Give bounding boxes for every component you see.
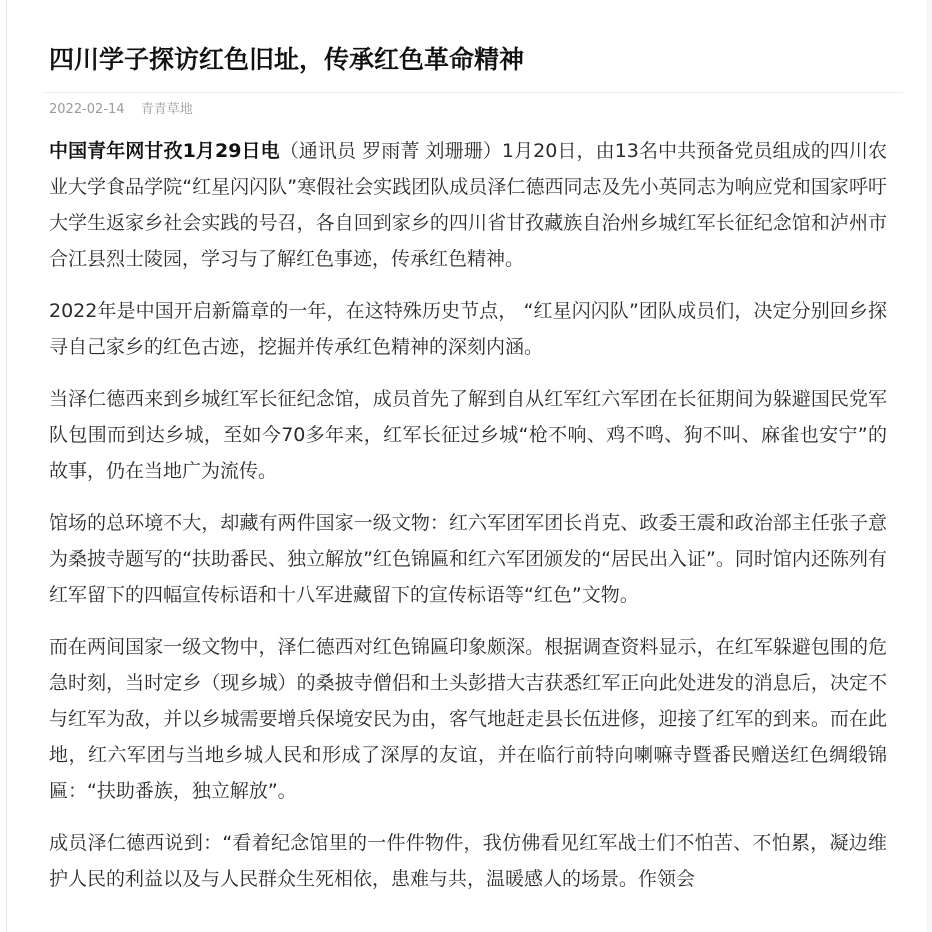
source-link[interactable]: 青青草地 [140, 102, 193, 117]
dateline: 中国青年网甘孜1月29日电 [49, 140, 280, 162]
article-meta [49, 101, 193, 119]
paragraph-4: 馆场的总环境不大，却藏有两件国家一级文物：红六军团军团长肖克、政委王震和政治部主任张子意为桑披寺题写的“扶助番民、独立解放”红色锦匾和红六军团颁发的“居民出入证”。同时馆内还陈列有红军留下的四幅宣传标语和十八军进藏留下的宣传标语等“红色”文物。 [49, 512, 887, 606]
article-body [49, 133, 887, 913]
paragraph-5: 而在两间国家一级文物中，泽仁德西对红色锦匾印象颇深。根据调查资料显示，在红军躲避包围的危急时刻，当时定乡（现乡城）的桑披寺僧侣和土头彭措大吉获悉红军正向此处进发的消息后，决定不与红军为敌，并以乡城需要增兵保境安民为由，客气地赶走县长伍进修，迎接了红军的到来。而在此地，红六军团与当地乡城人民和形成了深厚的友谊，并在临行前特向喇嘛寺暨番民赠送红色绸缎锦匾：“扶助番族，独立解放”。 [49, 636, 887, 802]
paragraph-2: 2022年是中国开启新篇章的一年，在这特殊历史节点， “红星闪闪队”团队成员们，决定分别回乡探寻自己家乡的红色古迹，挖掘并传承红色精神的深刻内涵。 [49, 300, 887, 358]
left-border-line [6, 0, 7, 932]
article-title: 四川学子探访红色旧址，传承红色革命精神 [49, 45, 525, 74]
paragraph-1-text: （通讯员 罗雨菁 刘珊珊）1月20日，由13名中共预备党员组成的四川农业大学食品学院“红星闪闪队”寒假社会实践团队成员泽仁德西同志及先小英同志为响应党和国家呼吁大学生返家乡社会实践的号召，各自回到家乡的四川省甘孜藏族自治州乡城红军长征纪念馆和泸州市合江县烈士陵园，学习与了解红色事迹，传承红色精神。 [49, 140, 887, 270]
paragraph-1 [49, 133, 887, 277]
paragraph-6: 成员泽仁德西说到：“看着纪念馆里的一件件物件，我仿佛看见红军战士们不怕苦、不怕累，凝边维护人民的利益以及与人民群众生死相依，患难与共，温暖感人的场景。作领会 [49, 832, 887, 890]
publish-date: 2022-02-14 [49, 102, 125, 117]
page-scrollbar[interactable] [926, 0, 932, 932]
paragraph-3: 当泽仁德西来到乡城红军长征纪念馆，成员首先了解到自从红军红六军团在长征期间为躲避国民党军队包围而到达乡城，至如今70多年来，红军长征过乡城“枪不响、鸡不鸣、狗不叫、麻雀也安宁”的故事，仍在当地广为流传。 [49, 388, 887, 482]
title-divider [43, 92, 903, 93]
